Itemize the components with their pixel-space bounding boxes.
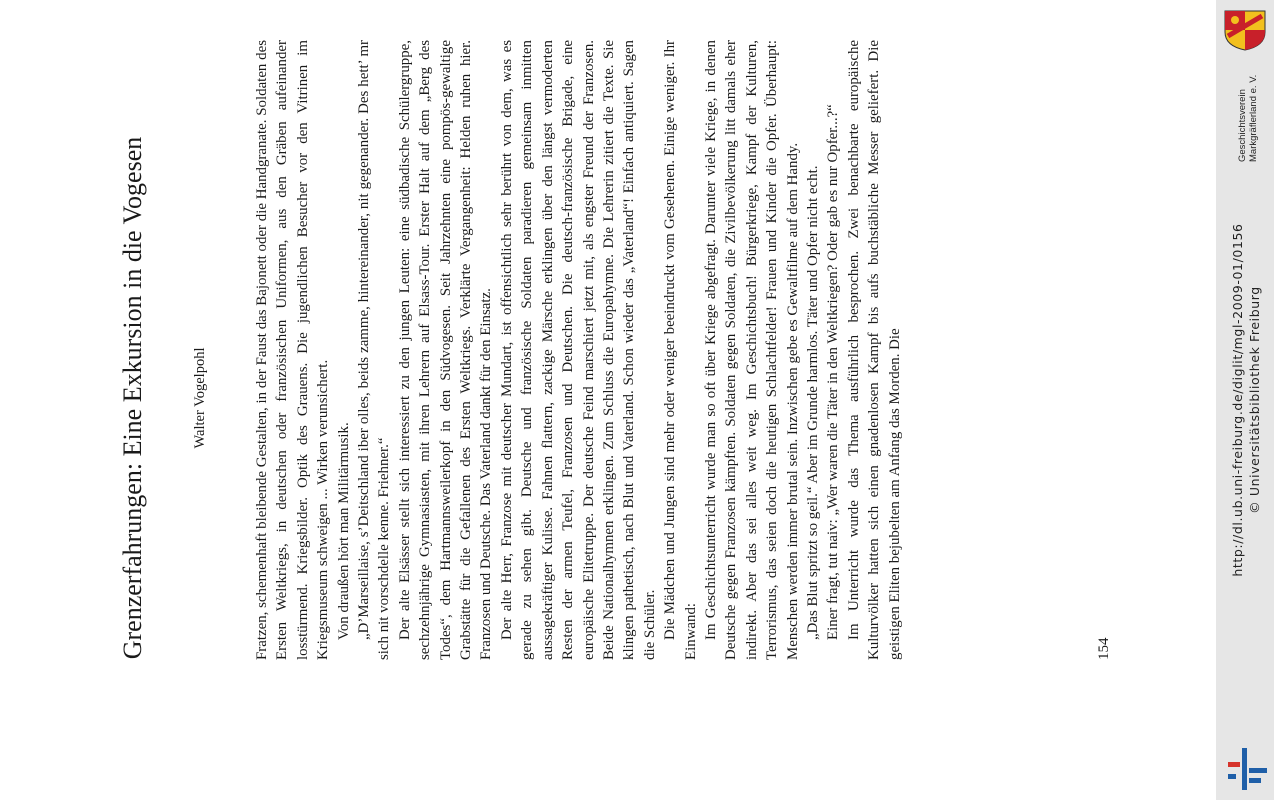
paragraph: Der alte Elsässer stellt sich interessiert zu den jungen Leuten: eine südbadische Schülergruppe, sechzehnjährige Gymnasiasten, mit ihren Lehrern auf Elsass-Tour. Erster Halt auf dem „Berg des Todes“, dem Hartmannsweilerkopf in den Südvogesen. Seit Jahrzehnten eine pompös-gewaltige Grabstätte für die Gefallenen des Ersten Weltkriegs. Verklärte Vergangenheit: Helden ruhen hier. Franzosen und Deutsche. Das Vaterland dankt für den Einsatz. [396,40,495,660]
society-name [1238,75,1259,162]
article-body [252,40,905,660]
paragraph: Einer fragt, tut naiv: „Wer waren die Täter in den Weltkriegen? Oder gab es nur Opfer...?“ [825,104,842,640]
page-number: 154 [1096,637,1112,660]
article-title: Grenzerfahrungen: Eine Exkursion in die Vogesen [118,136,147,660]
society-name-line2: Markgräflerland e. V. [1247,74,1259,162]
copyright-notice: © Universitätsbibliothek Freiburg [1247,286,1262,514]
coat-of-arms-icon [1222,8,1268,52]
paragraph: Fratzen, schemenhaft bleibende Gestalten, in der Faust das Bajonett oder die Handgranate. Soldaten des Ersten Weltkriegs, in deutschen oder französischen Uniformen, aus den Gräben aufeinander losstürmend. Kriegsbilder. Optik des Grauens. Die jugendlichen Besucher vor den Vitrinen im Kriegsmuseum schweigen ... Wirken verunsichert. [254,40,332,660]
paragraph: „D’Marseillaise, s’Deitschland iber olles, beids zamme, hintereinander, nit gegenander. Des hett’ mr sich nit vorschdelle kenne. Friehner.“ [356,40,393,660]
ub-freiburg-logo-icon [1226,744,1270,794]
society-name-line1: Geschichtsverein [1237,89,1248,162]
paragraph: Von draußen hört man Militärmusik. [335,422,352,640]
sidebar-rotated-content [1216,0,1274,800]
paragraph: „Das Blut spritzt so geil.“ Aber im Grunde harmlos. Täter und Opfer nicht echt. [804,165,821,640]
permalink-url[interactable]: http://dl.ub.uni-freiburg.de/diglit/mgl-2009-01/0156 [1230,223,1245,577]
viewer-sidebar [1216,0,1274,800]
paragraph: Die Mädchen und Jungen sind mehr oder weniger beeindruckt vom Gesehenen. Einige weniger. Ihr Einwand: [662,40,699,660]
paragraph: Im Unterricht wurde das Thema ausführlich besprochen. Zwei benachbarte europäische Kulturvölker hatten sich einen gnadenlosen Kampf bis aufs buchstäbliche Messer geliefert. Die geistigen Eliten bejubelten am Anfang das Morden. Die [845,40,903,660]
paragraph: Der alte Herr, Franzose mit deutscher Mundart, ist offensichtlich sehr berührt von dem, was es gerade zu sehen gibt. Deutsche und französische Soldaten paradieren gemeinsam inmitten aussagekräftiger Kulisse. Fahnen flattern, zackige Märsche erklingen über den längst vermoderten Resten der armen Teufel, Franzosen und Deutschen. Die deutsch-französische Brigade, eine europäische Elitetruppe. Der deutsche Feind marschiert jetzt mit, als engster Freund der Franzosen. Beide Nationalhymnen erklingen. Zum Schluss die Europahymne. Die Lehrerin zitiert die Texte. Sie klingen pathetisch, nach Blut und Vaterland. Schon wieder das „Vaterland“! Einfach antiquiert. Sagen die Schüler. [498,40,658,660]
paragraph: Im Geschichtsunterricht wurde man so oft über Kriege abgefragt. Darunter viele Kriege, in denen Deutsche gegen Franzosen kämpften. Soldaten gegen Soldaten, die Zivilbevölkerung litt damals eher indirekt. Aber das sei alles weit weg. Im Geschichtsbuch! Bürgerkriege, Kampf der Kulturen, Terrorismus, das seien doch die heutigen Schlachtfelder! Frauen und Kinder die Opfer. Überhaupt: Menschen werden immer brutal sein. Inzwischen gebe es Gewaltfilme auf dem Handy. [702,40,801,660]
article-author: Walter Vogelpohl [192,347,208,449]
